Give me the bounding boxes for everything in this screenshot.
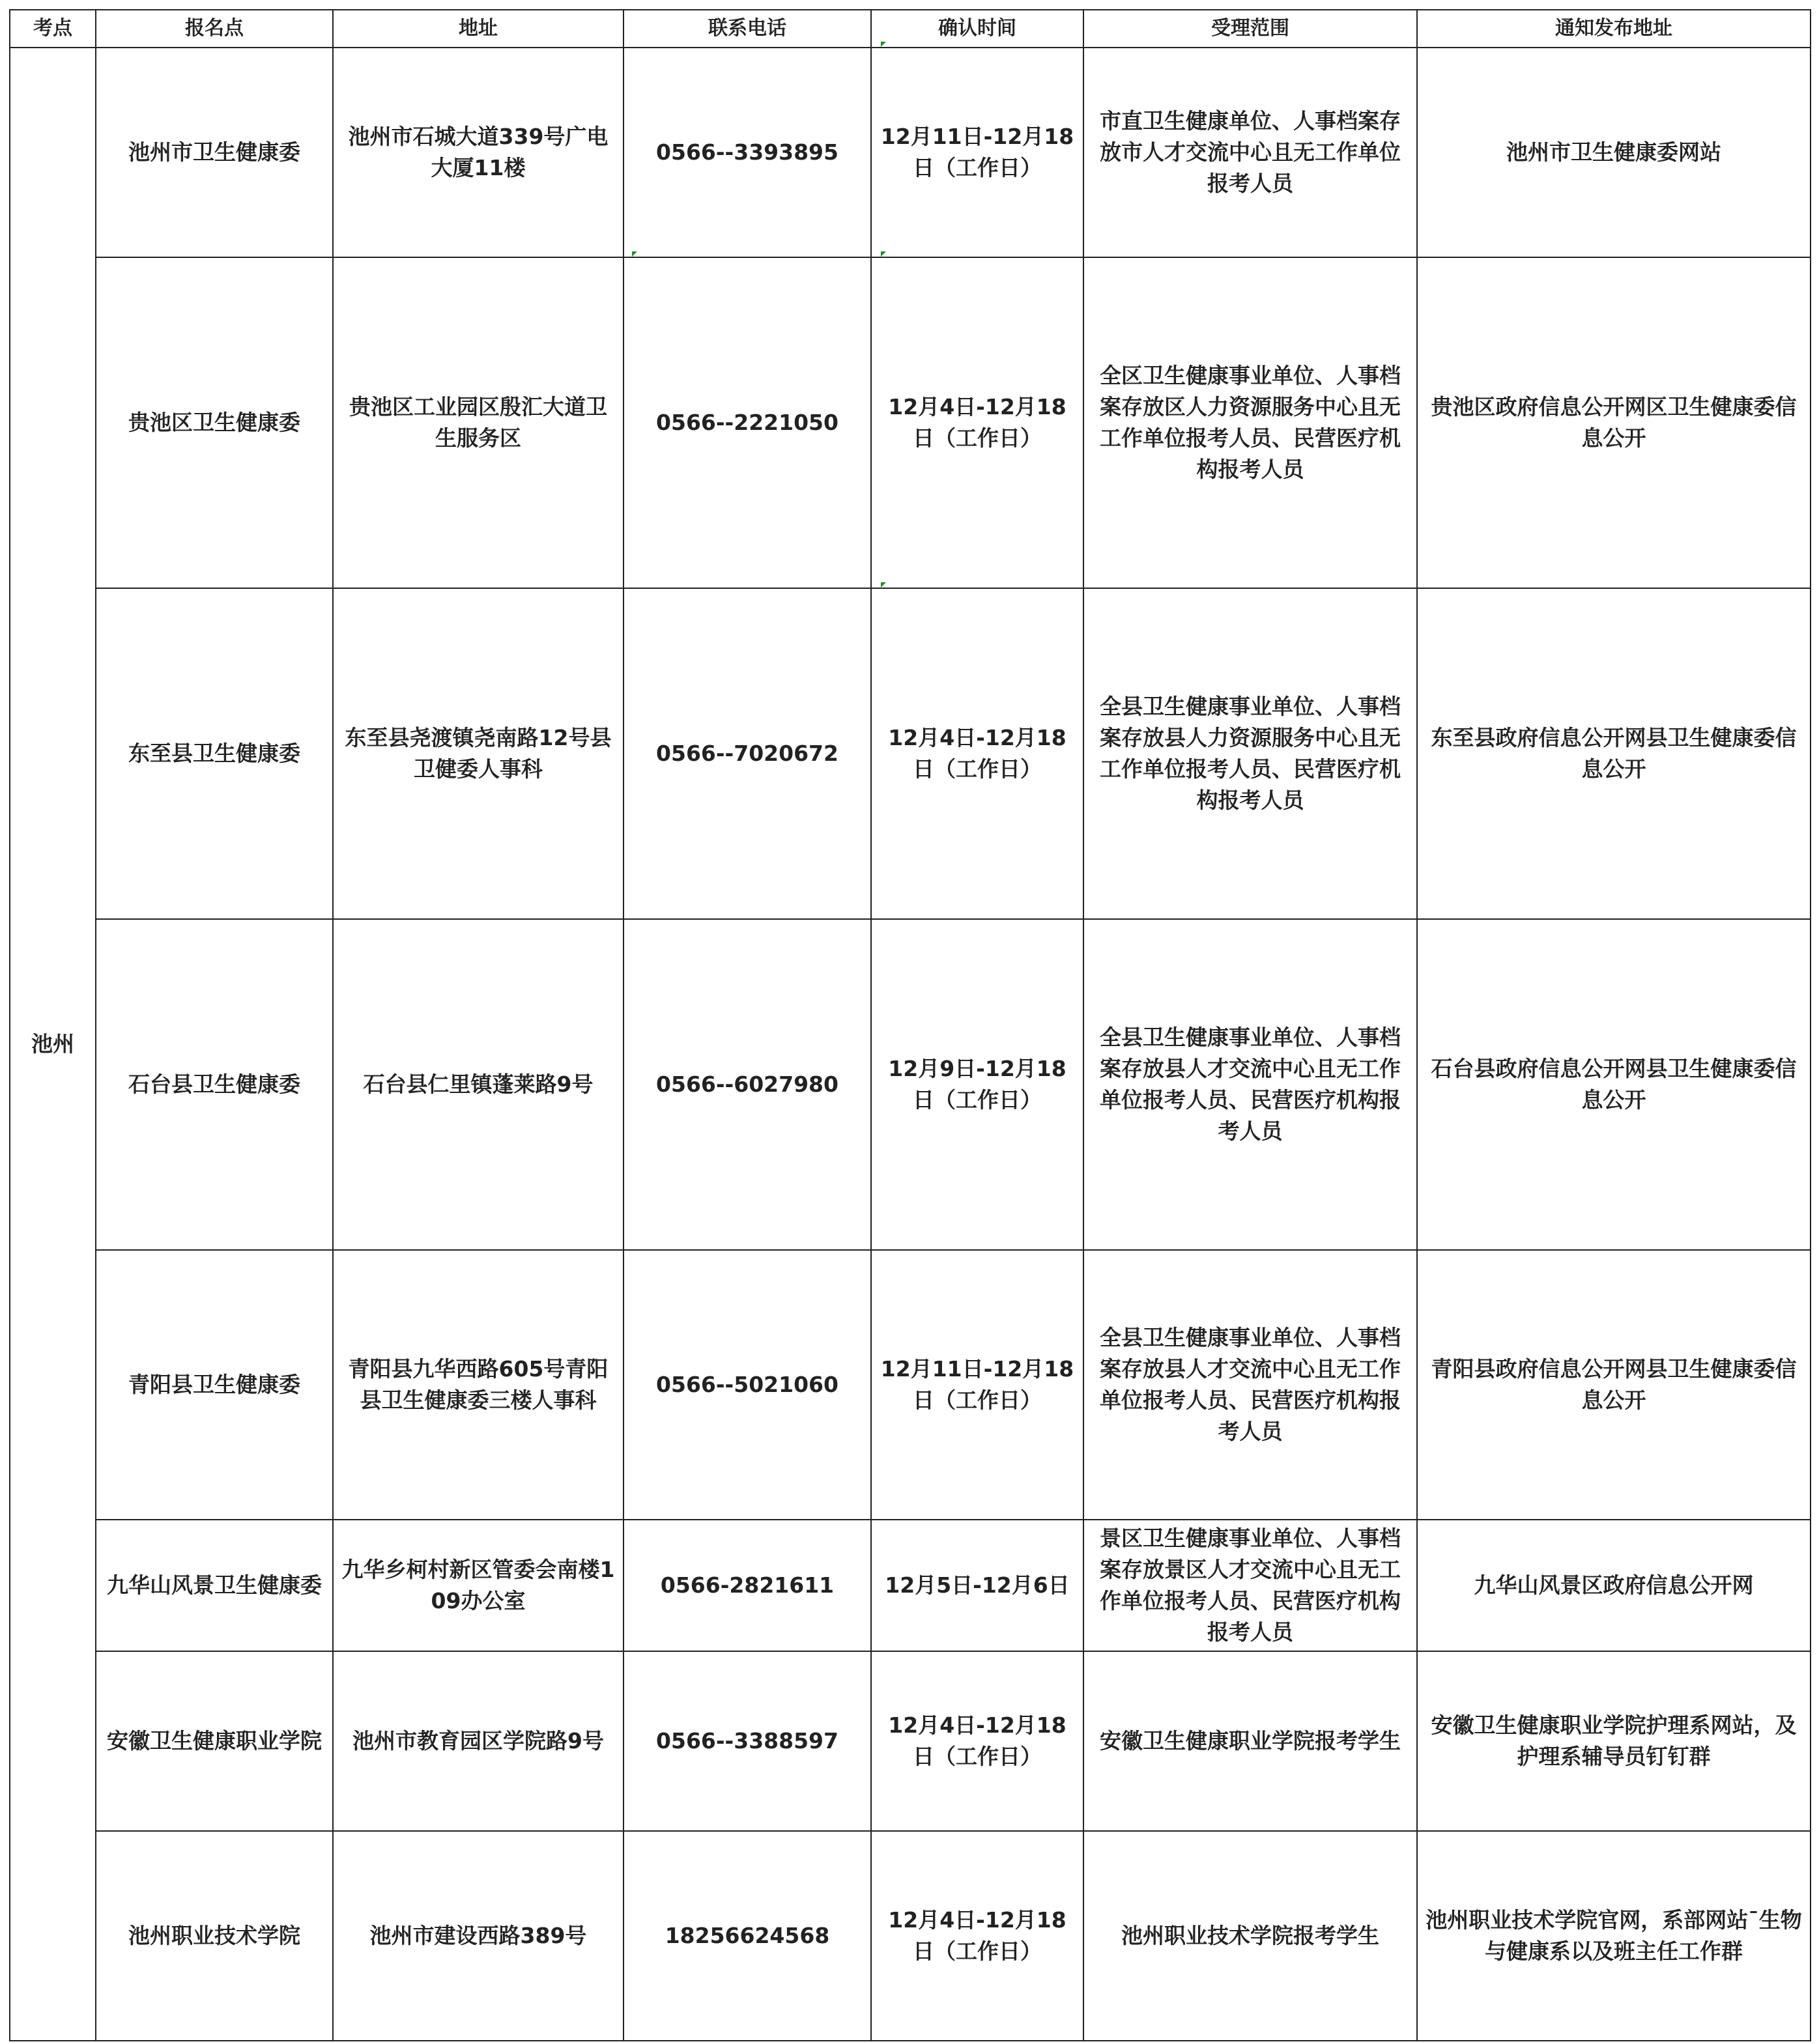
address-cell: 青阳县九华西路605号青阳县卫生健康委三楼人事科 <box>333 1250 623 1520</box>
header-confirm-time: 确认时间 <box>871 10 1083 48</box>
scope-cell: 全县卫生健康事业单位、人事档案存放县人才交流中心且无工作单位报考人员、民营医疗机构报考人员 <box>1083 1250 1417 1520</box>
cell-comment-marker <box>632 251 637 257</box>
table-row <box>10 919 1811 1250</box>
table-row <box>10 1651 1811 1831</box>
table-row <box>10 1520 1811 1651</box>
header-phone: 联系电话 <box>623 10 871 48</box>
time-cell: 12月4日-12月18日（工作日） <box>871 1831 1083 2041</box>
site-cell: 九华山风景卫生健康委 <box>96 1520 333 1651</box>
notice-cell: 东至县政府信息公开网县卫生健康委信息公开 <box>1417 588 1811 919</box>
scope-cell: 全区卫生健康事业单位、人事档案存放区人力资源服务中心且无工作单位报考人员、民营医疗机构报考人员 <box>1083 257 1417 588</box>
header-registration-site: 报名点 <box>96 10 333 48</box>
header-notice-address: 通知发布地址 <box>1417 10 1811 48</box>
phone-cell: 18256624568 <box>623 1831 871 2041</box>
phone-cell: 0566--2221050 <box>623 257 871 588</box>
scope-cell: 池州职业技术学院报考学生 <box>1083 1831 1417 2041</box>
address-cell: 池州市石城大道339号广电大厦11楼 <box>333 48 623 257</box>
phone-cell: 0566--5021060 <box>623 1250 871 1520</box>
site-cell: 池州市卫生健康委 <box>96 48 333 257</box>
phone-cell: 0566-2821611 <box>623 1520 871 1651</box>
notice-cell: 安徽卫生健康职业学院护理系网站，及护理系辅导员钉钉群 <box>1417 1651 1811 1831</box>
time-cell: 12月11日-12月18日（工作日） <box>871 1250 1083 1520</box>
table-row <box>10 588 1811 919</box>
header-scope: 受理范围 <box>1083 10 1417 48</box>
header-address: 地址 <box>333 10 623 48</box>
cell-comment-marker <box>881 251 886 257</box>
notice-cell: 九华山风景区政府信息公开网 <box>1417 1520 1811 1651</box>
address-cell: 贵池区工业园区殷汇大道卫生服务区 <box>333 257 623 588</box>
notice-cell: 青阳县政府信息公开网县卫生健康委信息公开 <box>1417 1250 1811 1520</box>
time-cell: 12月9日-12月18日（工作日） <box>871 919 1083 1250</box>
table-row <box>10 1831 1811 2041</box>
time-cell: 12月4日-12月18日（工作日） <box>871 257 1083 588</box>
table-row <box>10 257 1811 588</box>
site-cell: 石台县卫生健康委 <box>96 919 333 1250</box>
notice-cell: 池州市卫生健康委网站 <box>1417 48 1811 257</box>
address-cell: 九华乡柯村新区管委会南楼109办公室 <box>333 1520 623 1651</box>
site-cell: 安徽卫生健康职业学院 <box>96 1651 333 1831</box>
scope-cell: 市直卫生健康单位、人事档案存放市人才交流中心且无工作单位报考人员 <box>1083 48 1417 257</box>
cell-comment-marker <box>881 582 886 588</box>
site-cell: 东至县卫生健康委 <box>96 588 333 919</box>
cell-comment-marker <box>881 42 886 47</box>
address-cell: 池州市教育园区学院路9号 <box>333 1651 623 1831</box>
address-cell: 池州市建设西路389号 <box>333 1831 623 2041</box>
time-cell: 12月11日-12月18日（工作日） <box>871 48 1083 257</box>
phone-cell: 0566--7020672 <box>623 588 871 919</box>
site-cell: 池州职业技术学院 <box>96 1831 333 2041</box>
header-exam-site: 考点 <box>10 10 96 48</box>
header-row <box>10 10 1811 48</box>
scope-cell: 景区卫生健康事业单位、人事档案存放景区人才交流中心且无工作单位报考人员、民营医疗机构报考人员 <box>1083 1520 1417 1651</box>
scope-cell: 全县卫生健康事业单位、人事档案存放县人才交流中心且无工作单位报考人员、民营医疗机构报考人员 <box>1083 919 1417 1250</box>
address-cell: 石台县仁里镇蓬莱路9号 <box>333 919 623 1250</box>
notice-cell: 池州职业技术学院官网，系部网站¯生物与健康系以及班主任工作群 <box>1417 1831 1811 2041</box>
site-cell: 青阳县卫生健康委 <box>96 1250 333 1520</box>
site-cell: 贵池区卫生健康委 <box>96 257 333 588</box>
notice-cell: 贵池区政府信息公开网区卫生健康委信息公开 <box>1417 257 1811 588</box>
time-cell: 12月4日-12月18日（工作日） <box>871 1651 1083 1831</box>
time-cell: 12月5日-12月6日 <box>871 1520 1083 1651</box>
phone-cell: 0566--3393895 <box>623 48 871 257</box>
phone-cell: 0566--3388597 <box>623 1651 871 1831</box>
region-cell: 池州 <box>10 48 96 2041</box>
notice-cell: 石台县政府信息公开网县卫生健康委信息公开 <box>1417 919 1811 1250</box>
phone-cell: 0566--6027980 <box>623 919 871 1250</box>
scope-cell: 安徽卫生健康职业学院报考学生 <box>1083 1651 1417 1831</box>
table-row <box>10 48 1811 257</box>
time-cell: 12月4日-12月18日（工作日） <box>871 588 1083 919</box>
registration-table <box>9 9 1811 2041</box>
table-row <box>10 1250 1811 1520</box>
scope-cell: 全县卫生健康事业单位、人事档案存放县人力资源服务中心且无工作单位报考人员、民营医疗机构报考人员 <box>1083 588 1417 919</box>
address-cell: 东至县尧渡镇尧南路12号县卫健委人事科 <box>333 588 623 919</box>
